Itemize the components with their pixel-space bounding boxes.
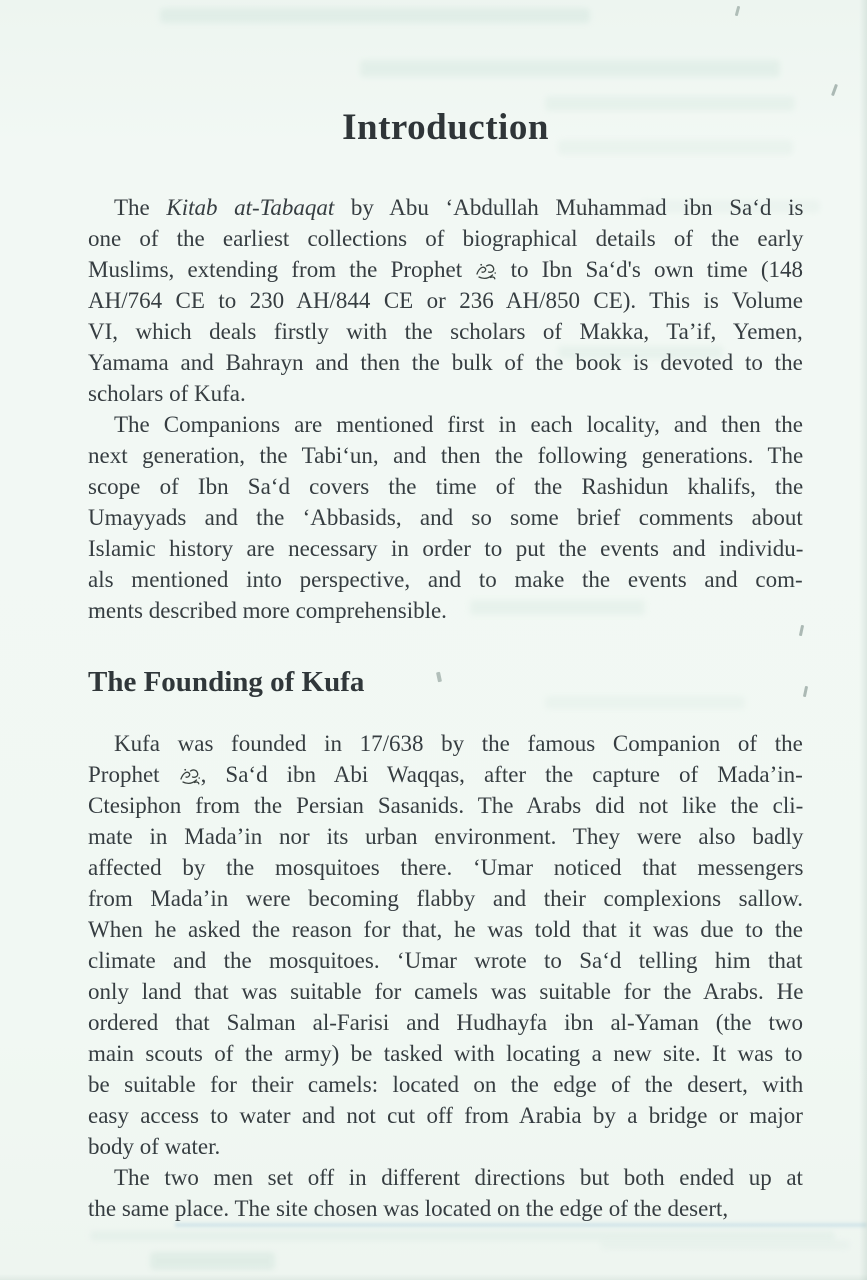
text-line: mate in Mada’in nor its urban environment. They were also badly	[88, 824, 804, 849]
text-line: Muslims, extending from the Prophet to Ibn Sa‘d's own time (148	[88, 257, 804, 282]
text-line: main scouts of the army) be tasked with locating a new site. It was to	[88, 1041, 803, 1066]
text-line: climate and the mosquitoes. ‘Umar wrote to Sa‘d telling him that	[88, 948, 803, 973]
text-line: VI, which deals firstly with the scholars of Makka, Ta’if, Yemen,	[88, 319, 803, 344]
text-line: als mentioned into perspective, and to make the events and com-	[88, 567, 803, 592]
paragraph	[88, 409, 803, 626]
paragraph	[88, 728, 803, 1162]
text-line: When he asked the reason for that, he was told that it was due to the	[88, 917, 803, 942]
page-bottom-shadow	[0, 1274, 867, 1280]
text-line: body of water.	[88, 1134, 221, 1159]
text-line: The two men set off in different directions but both ended up at	[114, 1165, 803, 1190]
text-line: only land that was suitable for camels was suitable for the Arabs. He	[88, 979, 804, 1004]
text-line: Prophet , Sa‘d ibn Abi Waqqas, after the capture of Mada’in-	[88, 762, 803, 787]
text-line: next generation, the Tabi‘un, and then the following generations. The	[88, 443, 804, 468]
text-line: easy access to water and not cut off from Arabia by a bridge or major	[88, 1103, 803, 1128]
text-line: Yamama and Bahrayn and then the bulk of the book is devoted to the	[88, 350, 803, 375]
text-line: Umayyads and the ‘Abbasids, and so some brief comments about	[88, 505, 803, 530]
text-line: from Mada’in were becoming flabby and their complexions sallow.	[88, 886, 803, 911]
text-line: one of the earliest collections of biographical details of the early	[88, 226, 804, 251]
page-edge-shadow	[859, 0, 867, 1280]
chapter-title: Introduction	[342, 107, 549, 148]
prophet-honorific-icon	[475, 262, 497, 281]
text-line: AH/764 CE to 230 AH/844 CE or 236 AH/850 CE). This is Volume	[88, 288, 803, 313]
text-line: ordered that Salman al-Farisi and Hudhayfa ibn al-Yaman (the two	[88, 1010, 804, 1035]
text-line: Ctesiphon from the Persian Sasanids. The Arabs did not like the cli-	[88, 793, 804, 818]
content-blocks	[88, 192, 803, 1224]
text-line: scope of Ibn Sa‘d covers the time of the Rashidun khalifs, the	[88, 474, 804, 499]
text-line: ments described more comprehensible.	[88, 598, 447, 623]
text-line: affected by the mosquitoes there. ‘Umar noticed that messengers	[88, 855, 804, 880]
text-line: Islamic history are necessary in order to put the events and individu-	[88, 536, 804, 561]
paragraph	[88, 1162, 803, 1224]
text-line: scholars of Kufa.	[88, 381, 246, 406]
text-line: The Kitab at-Tabaqat by Abu ‘Abdullah Muhammad ibn Sa‘d is	[114, 195, 804, 220]
text-line: be suitable for their camels: located on the edge of the desert, with	[88, 1072, 804, 1097]
prophet-honorific-icon	[179, 767, 201, 786]
paragraph	[88, 192, 803, 409]
text-line: The Companions are mentioned first in each locality, and then the	[114, 412, 803, 437]
text-line: Kufa was founded in 17/638 by the famous Companion of the	[114, 731, 803, 756]
text-line: the same place. The site chosen was located on the edge of the desert,	[88, 1196, 729, 1221]
section-heading: The Founding of Kufa	[88, 666, 365, 698]
